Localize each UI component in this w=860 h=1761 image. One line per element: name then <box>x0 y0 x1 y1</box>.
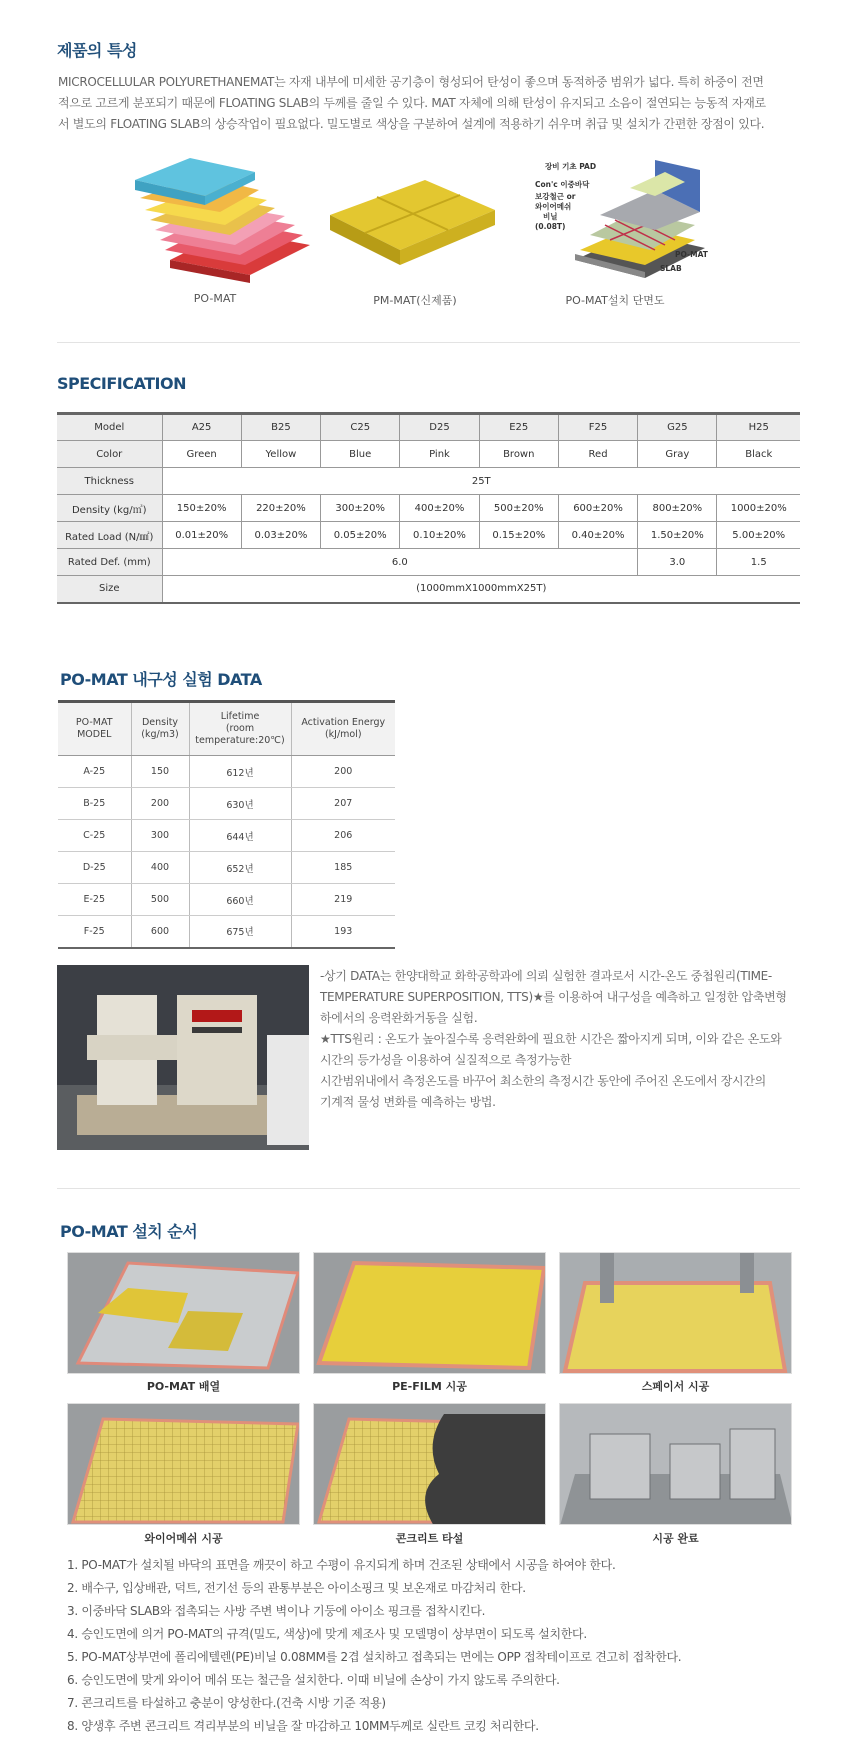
spec-cell: 220±20% <box>241 495 320 522</box>
install-instructions-list <box>67 1554 827 1738</box>
diagram-label: (0.08T) <box>535 222 566 231</box>
table-row <box>57 414 800 441</box>
note-line: ★TTS원리 : 온도가 높아질수록 응력완화에 필요한 시간은 짧아지게 되며, 이와 같은 온도와 <box>320 1032 782 1046</box>
test-machine-photo <box>57 965 309 1150</box>
divider <box>57 342 800 343</box>
spec-cell: G25 <box>638 414 717 441</box>
diagram-label: SLAB <box>660 264 682 273</box>
spec-cell: 25T <box>162 468 800 495</box>
spec-cell: 0.05±20% <box>321 522 400 549</box>
table-row <box>57 522 800 549</box>
spec-cell: A25 <box>162 414 241 441</box>
spec-cell: 300±20% <box>321 495 400 522</box>
note-line: -상기 DATA는 한양대학교 화학공학과에 의뢰 실험한 결과로서 시간-온도 중첩원리(TIME- <box>320 969 772 983</box>
install-title: PO-MAT 설치 순서 <box>60 1222 198 1241</box>
spec-cell: 1.50±20% <box>638 522 717 549</box>
spec-table <box>57 412 800 604</box>
table-row <box>57 468 800 495</box>
spec-cell: C25 <box>321 414 400 441</box>
spec-title: SPECIFICATION <box>57 374 186 393</box>
spec-cell: Pink <box>400 441 479 468</box>
spec-cell: F25 <box>558 414 637 441</box>
spec-label: Rated Load (N/㎟) <box>57 522 162 549</box>
pm-mat-image <box>330 180 500 270</box>
step-caption: 콘크리트 타설 <box>395 1532 464 1545</box>
table-header-row <box>58 702 395 756</box>
spec-cell: 0.03±20% <box>241 522 320 549</box>
spec-cell: Blue <box>321 441 400 468</box>
list-item: 4. 승인도면에 의거 PO-MAT의 규격(밀도, 색상)에 맞게 제조사 및 모델명이 상부면이 되도록 설치한다. <box>67 1627 587 1641</box>
spec-cell: D25 <box>400 414 479 441</box>
list-item: 3. 이중바닥 SLAB와 접촉되는 사방 주변 벽이나 기둥에 아이소 핑크를 접착시킨다. <box>67 1604 486 1618</box>
note-line: 시간범위내에서 측정온도를 바꾸어 최소한의 측정시간 동안에 주어진 온도에서 장시간의 <box>320 1074 766 1088</box>
durability-table <box>58 700 395 949</box>
spec-cell: 150±20% <box>162 495 241 522</box>
table-header-cell: PO-MAT MODEL <box>58 702 131 756</box>
spec-label: Thickness <box>57 468 162 495</box>
step-image-po-mat-array <box>67 1252 300 1374</box>
durability-note <box>320 966 820 1113</box>
spec-cell: 0.15±20% <box>479 522 558 549</box>
table-row <box>57 576 800 603</box>
spec-cell: Gray <box>638 441 717 468</box>
spec-label: Rated Def. (mm) <box>57 549 162 576</box>
spec-label: Color <box>57 441 162 468</box>
spec-cell: 1.5 <box>717 549 800 576</box>
diagram-label: 비닐 <box>543 212 558 221</box>
table-row: C-25 300 644년 206 <box>58 820 395 852</box>
spec-cell: B25 <box>241 414 320 441</box>
features-description <box>58 72 818 135</box>
list-item: 5. PO-MAT상부면에 폴리에텔렌(PE)비닐 0.08MM를 2겹 설치하고 접촉되는 면에는 OPP 접착테이프로 견고히 접착한다. <box>67 1650 682 1664</box>
spec-cell: 3.0 <box>638 549 717 576</box>
spec-cell: 6.0 <box>162 549 638 576</box>
spec-cell: 500±20% <box>479 495 558 522</box>
list-item: 8. 양생후 주변 콘크리트 격리부분의 비닐을 잘 마감하고 10MM두께로 실란트 코킹 처리한다. <box>67 1719 539 1733</box>
features-line: MICROCELLULAR POLYURETHANEMAT는 자재 내부에 미세한 공기층이 형성되어 탄성이 좋으며 동적하중 범위가 넓다. 특히 하중이 전면 <box>58 75 764 89</box>
spec-cell: (1000mmX1000mmX25T) <box>162 576 800 603</box>
spec-cell: 800±20% <box>638 495 717 522</box>
step-image-spacer <box>559 1252 792 1374</box>
list-item: 2. 배수구, 입상배관, 덕트, 전기선 등의 관통부분은 아이소핑크 및 보온재로 마감처리 한다. <box>67 1581 526 1595</box>
step-caption: PE-FILM 시공 <box>392 1380 467 1393</box>
installation-cross-section-diagram <box>535 160 710 280</box>
spec-cell: E25 <box>479 414 558 441</box>
diagram-label: 와이어메쉬 <box>535 202 572 211</box>
note-line: 시간의 등가성을 이용하여 실질적으로 측정가능한 <box>320 1053 572 1067</box>
table-header-cell: Lifetime (room temperature:20℃) <box>189 702 291 756</box>
note-line: 하에서의 응력완화거동을 실험. <box>320 1011 478 1025</box>
step-image-complete <box>559 1403 792 1525</box>
divider <box>57 1188 800 1189</box>
step-caption: 스페이서 시공 <box>641 1380 710 1393</box>
po-mat-stack-image <box>135 150 320 285</box>
features-line: 적으로 고르게 분포되기 때문에 FLOATING SLAB의 두께를 줄일 수 있다. MAT 자체에 의해 탄성이 유지되고 소음이 절연되는 능동적 자재로 <box>58 96 766 110</box>
table-row <box>57 549 800 576</box>
table-row: A-25 150 612년 200 <box>58 756 395 788</box>
spec-cell: Black <box>717 441 800 468</box>
list-item: 7. 콘크리트를 타설하고 충분이 양성한다.(건축 시방 기준 적용) <box>67 1696 386 1710</box>
spec-label: Density (kg/㎥) <box>57 495 162 522</box>
diagram-label: Con'c 이중바닥 <box>535 180 590 189</box>
product-caption: PM-MAT(신제품) <box>373 294 457 307</box>
spec-cell: 0.10±20% <box>400 522 479 549</box>
spec-label: Model <box>57 414 162 441</box>
spec-cell: Green <box>162 441 241 468</box>
spec-cell: Red <box>558 441 637 468</box>
step-caption: 와이어메쉬 시공 <box>144 1532 223 1545</box>
features-title: 제품의 특성 <box>57 41 137 60</box>
table-header-cell: Activation Energy (kJ/mol) <box>291 702 395 756</box>
spec-cell: 1000±20% <box>717 495 800 522</box>
spec-cell: 0.40±20% <box>558 522 637 549</box>
diagram-label: 보강철근 or <box>535 192 576 201</box>
features-line: 서 별도의 FLOATING SLAB의 상승작업이 필요없다. 밀도별로 색상을 구분하여 설계에 적용하기 쉬우며 취급 및 설치가 간편한 장점이 있다. <box>58 117 765 131</box>
product-caption: PO-MAT <box>193 292 237 305</box>
list-item: 1. PO-MAT가 설치될 바닥의 표면을 깨끗이 하고 수평이 유지되게 하며 건조된 상태에서 시공을 하여야 한다. <box>67 1558 616 1572</box>
step-caption: PO-MAT 배열 <box>146 1380 221 1393</box>
note-line: TEMPERATURE SUPERPOSITION, TTS)★를 이용하여 내구성을 예측하고 일정한 압축변형 <box>320 990 787 1004</box>
step-image-pe-film <box>313 1252 546 1374</box>
product-caption: PO-MAT설치 단면도 <box>565 294 665 307</box>
spec-cell: 400±20% <box>400 495 479 522</box>
spec-label: Size <box>57 576 162 603</box>
spec-cell: H25 <box>717 414 800 441</box>
spec-cell: Brown <box>479 441 558 468</box>
table-row: D-25 400 652년 185 <box>58 852 395 884</box>
spec-cell: Yellow <box>241 441 320 468</box>
table-row: B-25 200 630년 207 <box>58 788 395 820</box>
diagram-label: PO-MAT <box>675 250 708 259</box>
table-row <box>57 441 800 468</box>
note-line: 기계적 물성 변화를 예측하는 방법. <box>320 1095 496 1109</box>
table-row: E-25 500 660년 219 <box>58 884 395 916</box>
durability-title: PO-MAT 내구성 실험 DATA <box>60 670 262 689</box>
spec-cell: 5.00±20% <box>717 522 800 549</box>
table-header-cell: Density (kg/m3) <box>131 702 189 756</box>
diagram-label: 장비 기초 PAD <box>545 162 597 171</box>
table-row: F-25 600 675년 193 <box>58 916 395 948</box>
step-image-concrete-pour <box>313 1403 546 1525</box>
list-item: 6. 승인도면에 맞게 와이어 메쉬 또는 철근을 설치한다. 이때 비닐에 손상이 가지 않도록 주의한다. <box>67 1673 560 1687</box>
step-caption: 시공 완료 <box>652 1532 699 1545</box>
spec-cell: 0.01±20% <box>162 522 241 549</box>
step-image-wire-mesh <box>67 1403 300 1525</box>
table-row <box>57 495 800 522</box>
spec-cell: 600±20% <box>558 495 637 522</box>
